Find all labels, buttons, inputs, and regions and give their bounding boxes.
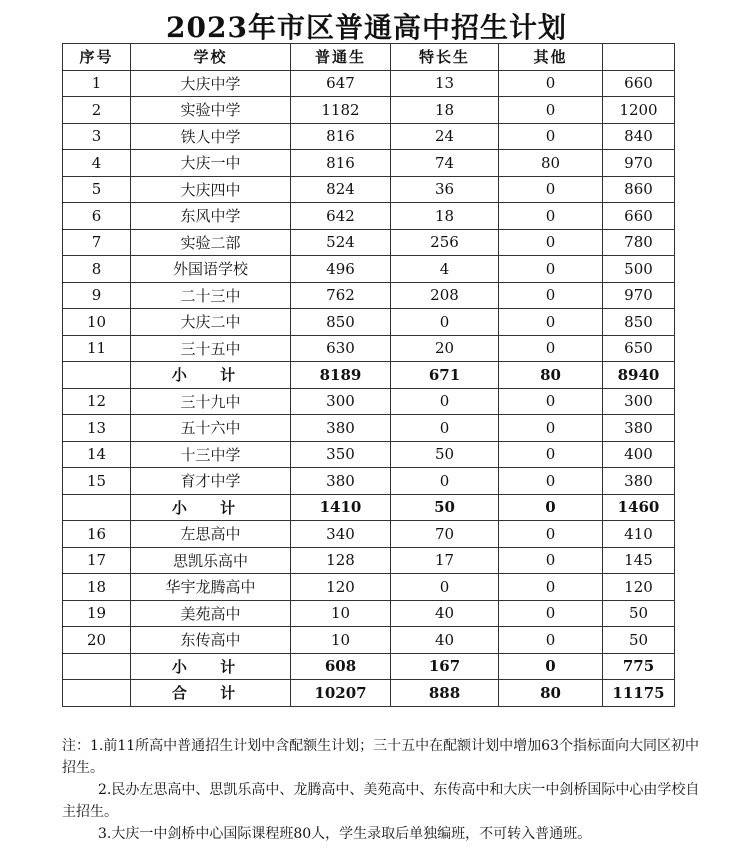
- cell-no: 20: [63, 627, 131, 654]
- cell-school: 三十五中: [131, 335, 291, 362]
- header-regular: 普通生: [291, 44, 391, 71]
- cell-school: 东传高中: [131, 627, 291, 654]
- header-other: 其他: [499, 44, 603, 71]
- cell-special: 74: [391, 150, 499, 177]
- table-row: [63, 256, 675, 283]
- cell-regular: 816: [291, 150, 391, 177]
- cell-other: 0: [499, 627, 603, 654]
- footnotes: [62, 735, 702, 845]
- cell-other: 80: [499, 362, 603, 389]
- cell-regular: 350: [291, 441, 391, 468]
- cell-regular: 8189: [291, 362, 391, 389]
- cell-special: 888: [391, 680, 499, 707]
- cell-label: 小 计: [131, 653, 291, 680]
- cell-total: 970: [603, 150, 675, 177]
- subtotal-row: [63, 653, 675, 680]
- cell-no: 12: [63, 388, 131, 415]
- cell-total: 780: [603, 229, 675, 256]
- cell-school: 美苑高中: [131, 600, 291, 627]
- cell-other: 0: [499, 123, 603, 150]
- note-1: 注：1.前11所高中普通招生计划中含配额生计划；三十五中在配额计划中增加63个指标面向大同区初中招生。: [62, 738, 699, 776]
- cell-label: 小 计: [131, 494, 291, 521]
- cell-total: 145: [603, 547, 675, 574]
- cell-no: 10: [63, 309, 131, 336]
- cell-special: 50: [391, 441, 499, 468]
- cell-regular: 824: [291, 176, 391, 203]
- cell-no: 4: [63, 150, 131, 177]
- cell-school: 三十九中: [131, 388, 291, 415]
- cell-blank: [63, 653, 131, 680]
- cell-school: 外国语学校: [131, 256, 291, 283]
- cell-special: 50: [391, 494, 499, 521]
- cell-school: 大庆一中: [131, 150, 291, 177]
- cell-other: 0: [499, 574, 603, 601]
- cell-no: 3: [63, 123, 131, 150]
- cell-other: 0: [499, 335, 603, 362]
- cell-no: 6: [63, 203, 131, 230]
- cell-school: 左思高中: [131, 521, 291, 548]
- cell-school: 大庆中学: [131, 70, 291, 97]
- cell-school: 实验二部: [131, 229, 291, 256]
- cell-special: 256: [391, 229, 499, 256]
- table-row: [63, 203, 675, 230]
- cell-label: 小 计: [131, 362, 291, 389]
- cell-school: 二十三中: [131, 282, 291, 309]
- note-3: 3.大庆一中剑桥中心国际课程班80人，学生录取后单独编班，不可转入普通班。: [98, 826, 592, 842]
- table-row: [63, 335, 675, 362]
- cell-total: 840: [603, 123, 675, 150]
- table-row: [63, 229, 675, 256]
- cell-total: 410: [603, 521, 675, 548]
- cell-total: 8940: [603, 362, 675, 389]
- cell-school: 思凯乐高中: [131, 547, 291, 574]
- cell-total: 300: [603, 388, 675, 415]
- cell-regular: 340: [291, 521, 391, 548]
- cell-total: 775: [603, 653, 675, 680]
- cell-no: 8: [63, 256, 131, 283]
- cell-total: 380: [603, 415, 675, 442]
- cell-regular: 10: [291, 600, 391, 627]
- table-row: [63, 468, 675, 495]
- cell-no: 14: [63, 441, 131, 468]
- cell-regular: 524: [291, 229, 391, 256]
- cell-regular: 300: [291, 388, 391, 415]
- cell-no: 15: [63, 468, 131, 495]
- cell-label: 合 计: [131, 680, 291, 707]
- table-row: [63, 97, 675, 124]
- cell-regular: 380: [291, 415, 391, 442]
- cell-other: 0: [499, 521, 603, 548]
- subtotal-row: [63, 494, 675, 521]
- cell-special: 17: [391, 547, 499, 574]
- cell-no: 5: [63, 176, 131, 203]
- cell-no: 2: [63, 97, 131, 124]
- grand-total-row: [63, 680, 675, 707]
- cell-special: 18: [391, 203, 499, 230]
- cell-total: 50: [603, 600, 675, 627]
- table-row: [63, 388, 675, 415]
- cell-school: 华宇龙腾高中: [131, 574, 291, 601]
- cell-special: 0: [391, 309, 499, 336]
- cell-regular: 762: [291, 282, 391, 309]
- cell-other: 80: [499, 150, 603, 177]
- cell-other: 0: [499, 653, 603, 680]
- table-row: [63, 600, 675, 627]
- table-row: [63, 415, 675, 442]
- header-special: 特长生: [391, 44, 499, 71]
- cell-special: 671: [391, 362, 499, 389]
- cell-regular: 816: [291, 123, 391, 150]
- cell-school: 大庆二中: [131, 309, 291, 336]
- cell-regular: 608: [291, 653, 391, 680]
- cell-no: 13: [63, 415, 131, 442]
- cell-special: 0: [391, 468, 499, 495]
- cell-regular: 647: [291, 70, 391, 97]
- cell-other: 0: [499, 97, 603, 124]
- cell-other: 0: [499, 494, 603, 521]
- cell-no: 18: [63, 574, 131, 601]
- cell-regular: 1410: [291, 494, 391, 521]
- cell-other: 0: [499, 282, 603, 309]
- cell-regular: 850: [291, 309, 391, 336]
- header-total: [603, 44, 675, 71]
- cell-special: 4: [391, 256, 499, 283]
- page-title: 2023年市区普通高中招生计划: [166, 11, 567, 44]
- table-row: [63, 547, 675, 574]
- cell-regular: 1182: [291, 97, 391, 124]
- cell-no: 17: [63, 547, 131, 574]
- cell-special: 0: [391, 415, 499, 442]
- cell-other: 0: [499, 309, 603, 336]
- cell-other: 0: [499, 229, 603, 256]
- cell-blank: [63, 680, 131, 707]
- cell-total: 50: [603, 627, 675, 654]
- cell-total: 1200: [603, 97, 675, 124]
- subtotal-row: [63, 362, 675, 389]
- cell-total: 860: [603, 176, 675, 203]
- cell-special: 70: [391, 521, 499, 548]
- cell-regular: 128: [291, 547, 391, 574]
- cell-school: 实验中学: [131, 97, 291, 124]
- cell-other: 80: [499, 680, 603, 707]
- cell-special: 20: [391, 335, 499, 362]
- cell-other: 0: [499, 547, 603, 574]
- cell-other: 0: [499, 203, 603, 230]
- cell-no: 1: [63, 70, 131, 97]
- cell-other: 0: [499, 415, 603, 442]
- cell-total: 660: [603, 70, 675, 97]
- table-row: [63, 574, 675, 601]
- cell-school: 十三中学: [131, 441, 291, 468]
- cell-regular: 380: [291, 468, 391, 495]
- cell-special: 24: [391, 123, 499, 150]
- cell-special: 0: [391, 388, 499, 415]
- cell-no: 7: [63, 229, 131, 256]
- cell-no: 11: [63, 335, 131, 362]
- cell-no: 9: [63, 282, 131, 309]
- table-row: [63, 150, 675, 177]
- table-row: [63, 70, 675, 97]
- cell-total: 1460: [603, 494, 675, 521]
- table-row: [63, 521, 675, 548]
- table-row: [63, 282, 675, 309]
- cell-other: 0: [499, 441, 603, 468]
- header-school: 学校: [131, 44, 291, 71]
- cell-total: 11175: [603, 680, 675, 707]
- enrollment-table: [62, 43, 675, 707]
- table-row: [63, 441, 675, 468]
- cell-regular: 496: [291, 256, 391, 283]
- cell-total: 650: [603, 335, 675, 362]
- cell-school: 铁人中学: [131, 123, 291, 150]
- cell-regular: 10: [291, 627, 391, 654]
- cell-regular: 642: [291, 203, 391, 230]
- cell-school: 五十六中: [131, 415, 291, 442]
- cell-special: 18: [391, 97, 499, 124]
- cell-school: 育才中学: [131, 468, 291, 495]
- cell-total: 660: [603, 203, 675, 230]
- cell-other: 0: [499, 176, 603, 203]
- cell-special: 0: [391, 574, 499, 601]
- cell-special: 40: [391, 600, 499, 627]
- cell-special: 167: [391, 653, 499, 680]
- cell-other: 0: [499, 256, 603, 283]
- cell-other: 0: [499, 70, 603, 97]
- cell-regular: 10207: [291, 680, 391, 707]
- header-no: 序号: [63, 44, 131, 71]
- cell-other: 0: [499, 388, 603, 415]
- cell-school: 大庆四中: [131, 176, 291, 203]
- cell-blank: [63, 494, 131, 521]
- table-row: [63, 176, 675, 203]
- table-row: [63, 627, 675, 654]
- cell-total: 380: [603, 468, 675, 495]
- cell-no: 16: [63, 521, 131, 548]
- cell-other: 0: [499, 468, 603, 495]
- cell-total: 850: [603, 309, 675, 336]
- note-2: 2.民办左思高中、思凯乐高中、龙腾高中、美苑高中、东传高中和大庆一中剑桥国际中心由学校自主招生。: [62, 782, 700, 820]
- cell-school: 东风中学: [131, 203, 291, 230]
- cell-regular: 120: [291, 574, 391, 601]
- cell-total: 400: [603, 441, 675, 468]
- cell-total: 970: [603, 282, 675, 309]
- cell-no: 19: [63, 600, 131, 627]
- cell-total: 500: [603, 256, 675, 283]
- table-row: [63, 309, 675, 336]
- cell-special: 13: [391, 70, 499, 97]
- cell-special: 208: [391, 282, 499, 309]
- cell-other: 0: [499, 600, 603, 627]
- table-row: [63, 123, 675, 150]
- table-header-row: [63, 44, 675, 71]
- cell-special: 36: [391, 176, 499, 203]
- cell-blank: [63, 362, 131, 389]
- cell-regular: 630: [291, 335, 391, 362]
- cell-special: 40: [391, 627, 499, 654]
- cell-total: 120: [603, 574, 675, 601]
